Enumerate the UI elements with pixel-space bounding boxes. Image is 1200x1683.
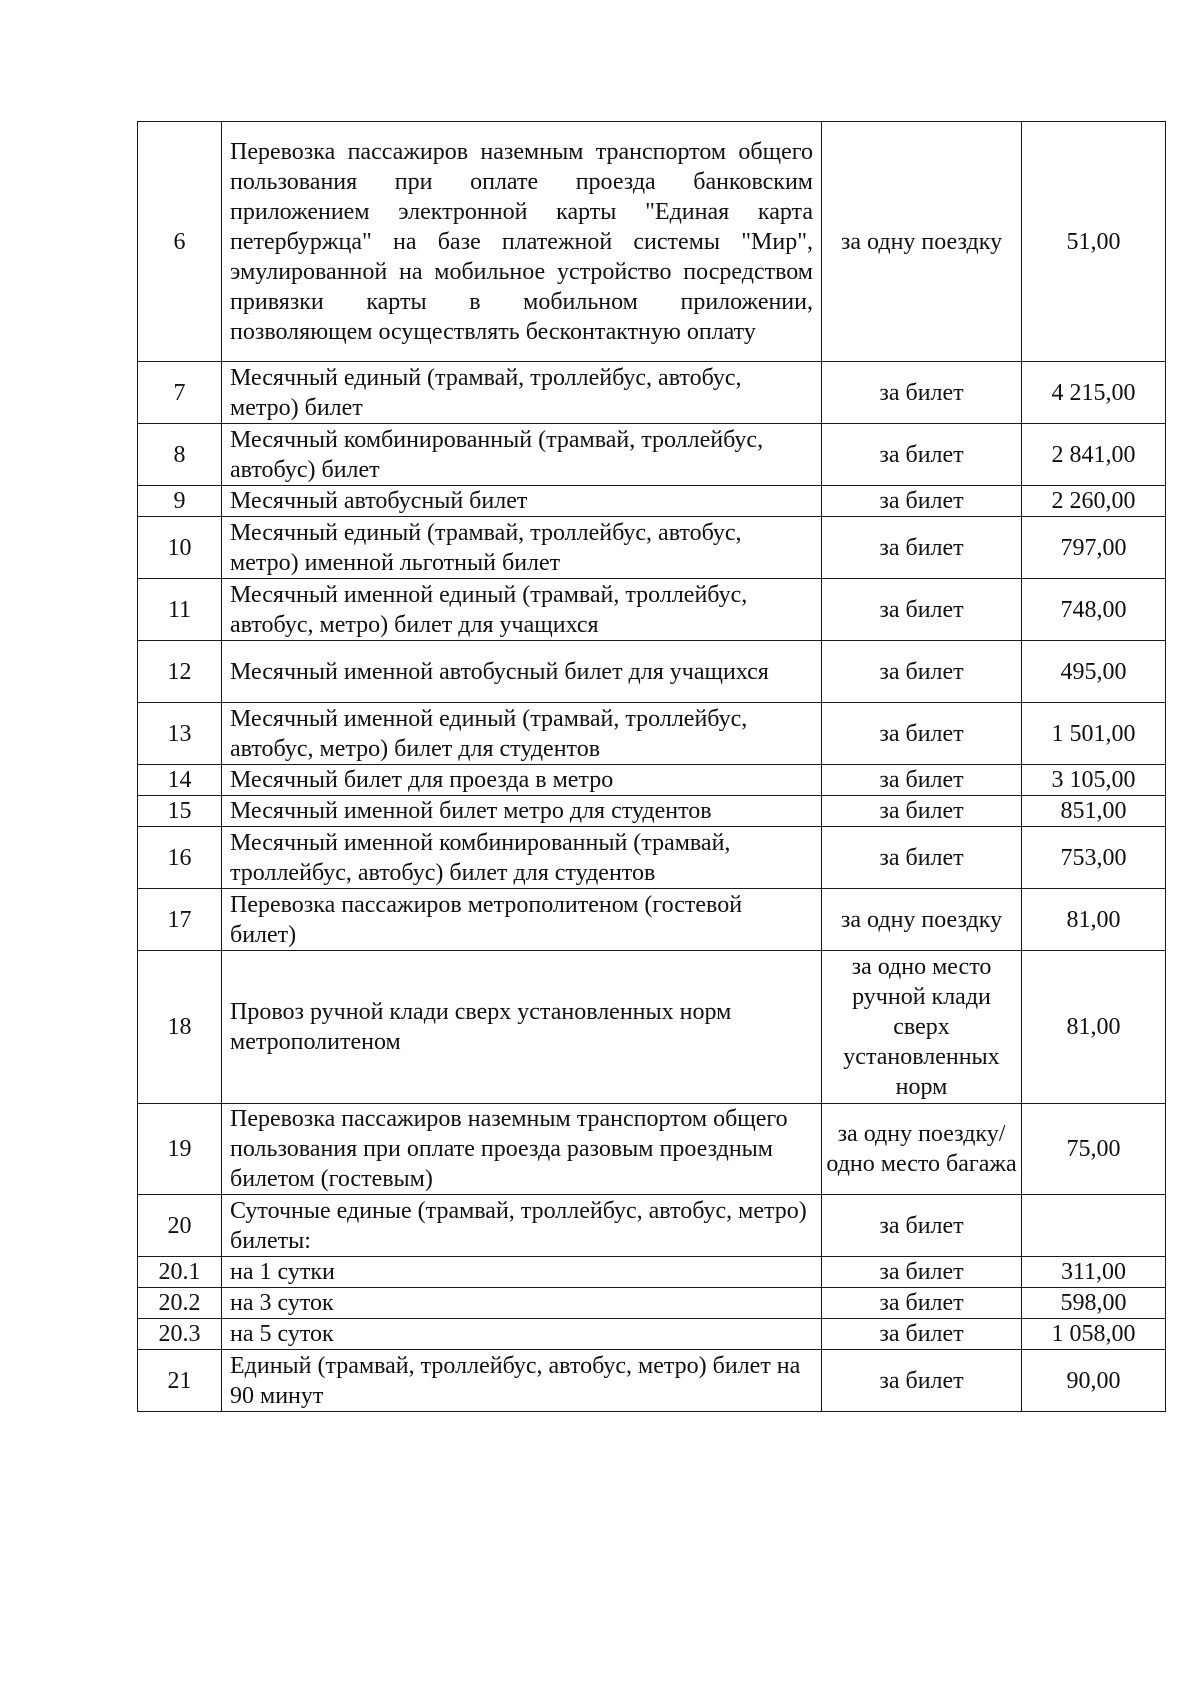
unit-of-measure: за одну поездку xyxy=(822,122,1022,362)
unit-of-measure: за билет xyxy=(822,579,1022,641)
table-row xyxy=(138,1288,1166,1319)
unit-of-measure: за билет xyxy=(822,486,1022,517)
unit-of-measure: за билет xyxy=(822,1288,1022,1319)
row-number: 18 xyxy=(138,951,222,1104)
service-description: на 5 суток xyxy=(222,1319,822,1350)
row-number: 15 xyxy=(138,796,222,827)
table-row xyxy=(138,796,1166,827)
fare-price: 753,00 xyxy=(1022,827,1166,889)
unit-of-measure: за билет xyxy=(822,827,1022,889)
unit-of-measure: за билет xyxy=(822,517,1022,579)
row-number: 10 xyxy=(138,517,222,579)
service-description: Перевозка пассажиров метрополитеном (гостевой билет) xyxy=(222,889,822,951)
service-description: Месячный единый (трамвай, троллейбус, автобус, метро) именной льготный билет xyxy=(222,517,822,579)
unit-of-measure: за билет xyxy=(822,641,1022,703)
service-description: Месячный именной билет метро для студентов xyxy=(222,796,822,827)
unit-of-measure: за одну поездку xyxy=(822,889,1022,951)
row-number: 9 xyxy=(138,486,222,517)
unit-of-measure: за билет xyxy=(822,362,1022,424)
service-description: Месячный автобусный билет xyxy=(222,486,822,517)
row-number: 14 xyxy=(138,765,222,796)
row-number: 16 xyxy=(138,827,222,889)
service-description: Месячный именной единый (трамвай, троллейбус, автобус, метро) билет для студентов xyxy=(222,703,822,765)
row-number: 7 xyxy=(138,362,222,424)
table-row xyxy=(138,765,1166,796)
table-row xyxy=(138,362,1166,424)
unit-of-measure: за билет xyxy=(822,1319,1022,1350)
row-number: 17 xyxy=(138,889,222,951)
fare-price: 598,00 xyxy=(1022,1288,1166,1319)
service-description: Месячный единый (трамвай, троллейбус, автобус, метро) билет xyxy=(222,362,822,424)
fare-price: 90,00 xyxy=(1022,1350,1166,1412)
row-number: 11 xyxy=(138,579,222,641)
row-number: 12 xyxy=(138,641,222,703)
service-description: Перевозка пассажиров наземным транспортом общего пользования при оплате проезда банковским приложением электронной карты "Единая карта петербуржца" на базе платежной системы "Мир", эмулированной на мобильное устройство посредством привязки карты в мобильном приложении, позволяющем осуществлять бесконтактную оплату xyxy=(222,122,822,362)
row-number: 20 xyxy=(138,1195,222,1257)
fare-price: 4 215,00 xyxy=(1022,362,1166,424)
row-number: 8 xyxy=(138,424,222,486)
service-description: Месячный билет для проезда в метро xyxy=(222,765,822,796)
service-description: Месячный именной автобусный билет для учащихся xyxy=(222,641,822,703)
table-row xyxy=(138,579,1166,641)
service-description: Суточные единые (трамвай, троллейбус, автобус, метро) билеты: xyxy=(222,1195,822,1257)
fare-price: 851,00 xyxy=(1022,796,1166,827)
unit-of-measure: за билет xyxy=(822,1350,1022,1412)
service-description: Единый (трамвай, троллейбус, автобус, метро) билет на 90 минут xyxy=(222,1350,822,1412)
fare-price: 2 841,00 xyxy=(1022,424,1166,486)
row-number: 20.1 xyxy=(138,1257,222,1288)
table-row xyxy=(138,703,1166,765)
table-row xyxy=(138,1195,1166,1257)
unit-of-measure: за билет xyxy=(822,796,1022,827)
unit-of-measure: за билет xyxy=(822,1195,1022,1257)
unit-of-measure: за одно место ручной клади сверх установленных норм xyxy=(822,951,1022,1104)
table-row xyxy=(138,1350,1166,1412)
row-number: 6 xyxy=(138,122,222,362)
table-row xyxy=(138,424,1166,486)
row-number: 19 xyxy=(138,1104,222,1195)
fare-price: 81,00 xyxy=(1022,951,1166,1104)
fare-price: 3 105,00 xyxy=(1022,765,1166,796)
table-row xyxy=(138,1257,1166,1288)
fare-price: 81,00 xyxy=(1022,889,1166,951)
table-row xyxy=(138,889,1166,951)
table-row xyxy=(138,1104,1166,1195)
fare-price: 1 501,00 xyxy=(1022,703,1166,765)
table-row xyxy=(138,486,1166,517)
service-description: Провоз ручной клади сверх установленных норм метрополитеном xyxy=(222,951,822,1104)
table-row xyxy=(138,1319,1166,1350)
service-description: Перевозка пассажиров наземным транспортом общего пользования при оплате проезда разовым проездным билетом (гостевым) xyxy=(222,1104,822,1195)
unit-of-measure: за одну поездку/одно место багажа xyxy=(822,1104,1022,1195)
service-description: на 1 сутки xyxy=(222,1257,822,1288)
table-row xyxy=(138,122,1166,362)
unit-of-measure: за билет xyxy=(822,765,1022,796)
fare-price: 1 058,00 xyxy=(1022,1319,1166,1350)
fare-price: 75,00 xyxy=(1022,1104,1166,1195)
service-description: на 3 суток xyxy=(222,1288,822,1319)
unit-of-measure: за билет xyxy=(822,1257,1022,1288)
fare-table xyxy=(137,121,1166,1412)
unit-of-measure: за билет xyxy=(822,703,1022,765)
fare-price: 495,00 xyxy=(1022,641,1166,703)
table-row xyxy=(138,827,1166,889)
service-description: Месячный именной комбинированный (трамвай, троллейбус, автобус) билет для студентов xyxy=(222,827,822,889)
fare-price: 748,00 xyxy=(1022,579,1166,641)
fare-price xyxy=(1022,1195,1166,1257)
table-row xyxy=(138,951,1166,1104)
row-number: 20.3 xyxy=(138,1319,222,1350)
service-description: Месячный комбинированный (трамвай, троллейбус, автобус) билет xyxy=(222,424,822,486)
table-row xyxy=(138,641,1166,703)
row-number: 20.2 xyxy=(138,1288,222,1319)
table-row xyxy=(138,517,1166,579)
fare-price: 797,00 xyxy=(1022,517,1166,579)
fare-price: 2 260,00 xyxy=(1022,486,1166,517)
fare-price: 311,00 xyxy=(1022,1257,1166,1288)
row-number: 13 xyxy=(138,703,222,765)
service-description: Месячный именной единый (трамвай, троллейбус, автобус, метро) билет для учащихся xyxy=(222,579,822,641)
unit-of-measure: за билет xyxy=(822,424,1022,486)
row-number: 21 xyxy=(138,1350,222,1412)
fare-price: 51,00 xyxy=(1022,122,1166,362)
